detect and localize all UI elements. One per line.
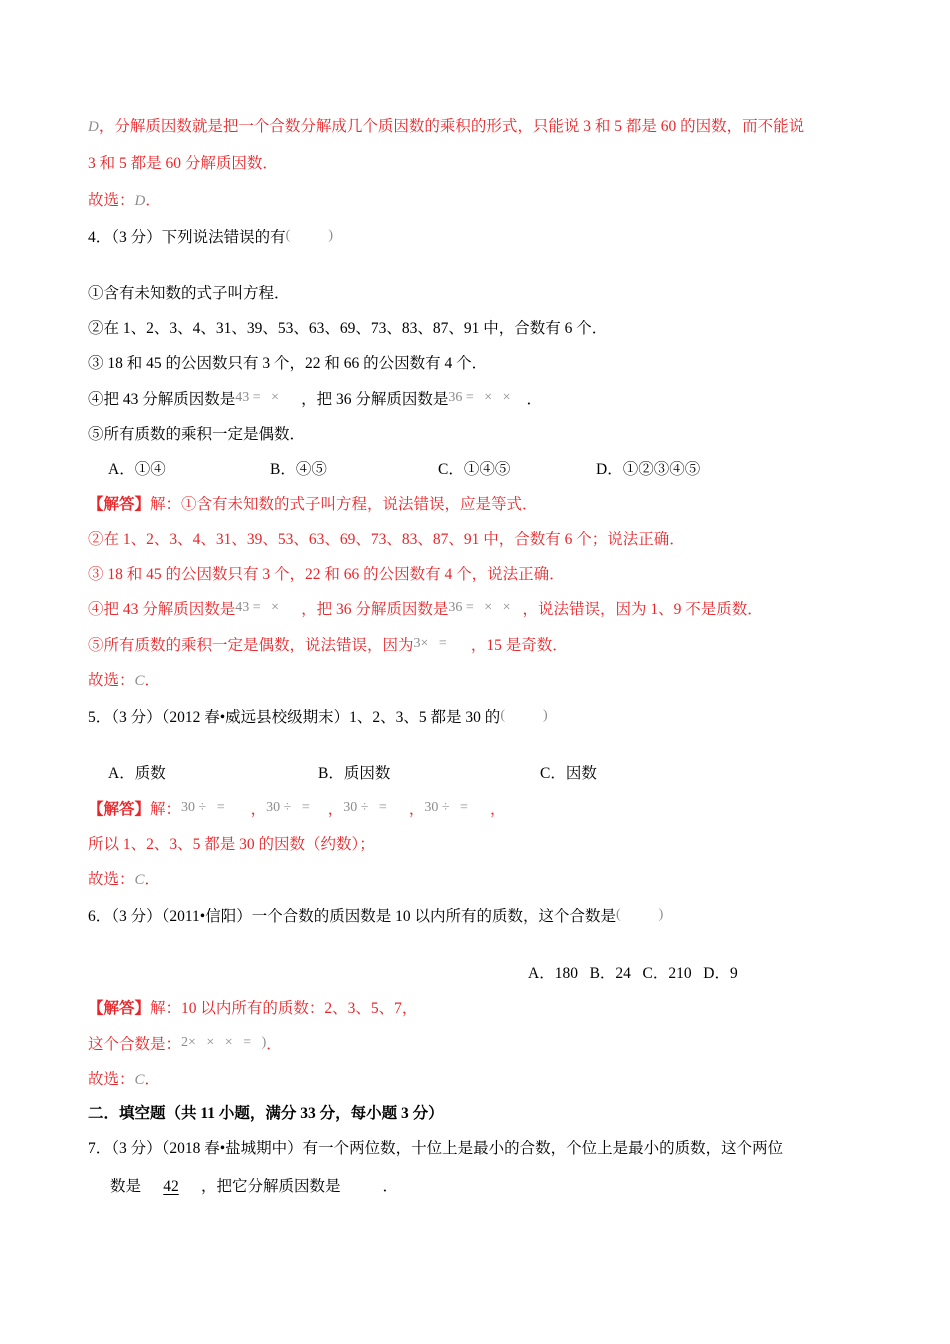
math-30-div-2: 30 ÷ = xyxy=(266,800,310,815)
q5-stem xyxy=(88,708,950,729)
q7-empty-blank xyxy=(341,1177,383,1197)
select-label: 故选： xyxy=(88,192,135,209)
q7-text-a: 数是 xyxy=(110,1178,142,1195)
math-36: 36 = × × xyxy=(448,390,511,405)
q4-option-c: C．①④⑤ xyxy=(438,461,511,478)
q6-answer-lead: 这个合数是： xyxy=(88,1036,182,1053)
q3-answer-line1 xyxy=(88,117,950,137)
q4-statement-5: ⑤所有质数的乘积一定是偶数． xyxy=(88,426,306,443)
q7-answer-blank: 42 xyxy=(163,1178,179,1195)
select-label: 故选： xyxy=(88,871,135,888)
section-title: 二．填空题（共 11 小题，满分 33 分，每小题 3 分） xyxy=(88,1105,444,1122)
q4-s4-text-c: ． xyxy=(526,391,543,408)
math-30-div-1: 30 ÷ = xyxy=(181,800,225,815)
q6-options-text: A．180 B．24 C．210 D．9 xyxy=(528,965,738,982)
select-end: ． xyxy=(144,1071,161,1088)
q4-answer-line2: ②在 1、2、3、4、31、39、53、63、69、73、83、87、91 中，合数有 6 个；说法正确． xyxy=(88,531,685,548)
math-43: 43 = × xyxy=(235,390,280,405)
select-answer: C xyxy=(134,1072,145,1088)
answer-tag: 【解答】 xyxy=(88,496,151,513)
paren-open: ( xyxy=(500,708,505,723)
select-answer: C xyxy=(134,872,145,888)
q4-s4-text-b: ，把 36 分解质因数是 xyxy=(301,391,449,408)
q5-stem-text: 5．（3 分）（2012 春•威远县校级期末）1、2、3、5 都是 30 的 xyxy=(88,709,501,726)
select-answer: D xyxy=(134,193,146,209)
q3-select xyxy=(88,191,950,211)
q7-text-c: ． xyxy=(382,1178,399,1195)
q4-answer-a4-text-a: ④把 43 分解质因数是 xyxy=(88,601,236,618)
q4-answer-a5-text-b: ，15 是奇数． xyxy=(470,637,568,654)
answer-tag: 【解答】 xyxy=(88,1000,151,1017)
separator: ， xyxy=(327,801,344,818)
q4-s4-text-a: ④把 43 分解质因数是 xyxy=(88,391,236,408)
q4-statement-4 xyxy=(88,390,950,411)
q4-stem-text: 4．（3 分）下列说法错误的有 xyxy=(88,229,286,246)
paren-open: ( xyxy=(285,228,291,243)
select-answer: C xyxy=(134,673,145,689)
math-30-div-3: 30 ÷ = xyxy=(343,800,387,815)
q3-answer-line2: 3 和 5 都是 60 分解质因数． xyxy=(88,155,278,172)
paren-open: ( xyxy=(615,907,621,922)
paren-close: ) xyxy=(328,228,333,243)
math-3x5: 3× = xyxy=(413,636,447,651)
q4-answer-line5 xyxy=(88,636,950,657)
q6-answer-a1: 解：10 以内所有的质数：2、3、5、7， xyxy=(150,1000,418,1017)
q4-statement-1: ①含有未知数的式子叫方程． xyxy=(88,285,290,302)
q6-stem-text: 6．（3 分）（2011•信阳）一个合数的质因数是 10 以内所有的质数，这个合数是 xyxy=(88,908,616,925)
paren-close: ) xyxy=(658,907,664,922)
select-end: ． xyxy=(145,192,161,209)
separator: ， xyxy=(250,801,267,818)
q7-text-b: ，把它分解质因数是 xyxy=(201,1178,341,1195)
q6-answer-line1 xyxy=(88,999,950,1019)
q4-answer-line4 xyxy=(88,600,950,621)
q4-answer-line3: ③ 18 和 45 的公因数只有 3 个，22 和 66 的公因数有 4 个，说法正确． xyxy=(88,566,565,583)
q7-line2 xyxy=(110,1177,950,1197)
q4-select xyxy=(88,671,950,691)
math-36: 36 = × × xyxy=(448,600,511,615)
math-product: 2× × × = ) xyxy=(181,1035,267,1050)
q6-answer-line2 xyxy=(88,1035,950,1056)
q3-answer-text: ，分解质因数就是把一个合数分解成几个质因数的乘积的形式，只能说 3 和 5 都是 60 的因数，而不能说 xyxy=(98,118,805,135)
select-end: ． xyxy=(144,672,161,689)
q4-statement-2: ②在 1、2、3、4、31、39、53、63、69、73、83、87、91 中，合数有 6 个． xyxy=(88,320,608,337)
q4-answer-a4-text-b: ，把 36 分解质因数是 xyxy=(301,601,449,618)
q6-stem xyxy=(88,907,950,928)
select-label: 故选： xyxy=(88,1071,135,1088)
q6-select xyxy=(88,1070,950,1090)
q5-option-b: B．质因数 xyxy=(318,765,391,782)
q4-answer-a5-text-a: ⑤所有质数的乘积一定是偶数，说法错误，因为 xyxy=(88,637,414,654)
q5-option-a: A．质数 xyxy=(108,765,166,782)
q5-option-c: C．因数 xyxy=(540,765,597,782)
select-label: 故选： xyxy=(88,672,135,689)
separator: ， xyxy=(489,801,506,818)
math-30-div-5: 30 ÷ = xyxy=(424,800,468,815)
q4-option-b: B．④⑤ xyxy=(270,461,327,478)
q4-answer-line1 xyxy=(88,495,950,515)
q4-stem xyxy=(88,228,950,249)
q5-answer-lead: 解： xyxy=(150,801,182,818)
q5-answer-line2: 所以 1、2、3、5 都是 30 的因数（约数）； xyxy=(88,836,375,853)
q7-line1: 7．（3 分）（2018 春•盐城期中）有一个两位数，十位上是最小的合数，个位上是最小的质数，这个两位 xyxy=(88,1140,784,1157)
math-43: 43 = × xyxy=(235,600,280,615)
separator: ， xyxy=(408,801,425,818)
math-var-d: D xyxy=(88,119,99,135)
answer-tag: 【解答】 xyxy=(88,801,151,818)
select-end: ． xyxy=(144,871,161,888)
q4-statement-3: ③ 18 和 45 的公因数只有 3 个，22 和 66 的公因数有 4 个． xyxy=(88,355,488,372)
q4-option-a: A．①④ xyxy=(108,461,166,478)
q6-answer-end: ． xyxy=(266,1036,282,1053)
paren-close: ) xyxy=(542,708,548,723)
q4-option-d: D．①②③④⑤ xyxy=(596,461,701,478)
q5-select xyxy=(88,870,950,890)
q4-answer-a4-text-c: ，说法错误，因为 1、9 不是质数． xyxy=(522,601,763,618)
q5-answer-line1 xyxy=(88,800,950,821)
q4-answer-a1: 解：①含有未知数的式子叫方程，说法错误，应是等式． xyxy=(150,496,538,513)
